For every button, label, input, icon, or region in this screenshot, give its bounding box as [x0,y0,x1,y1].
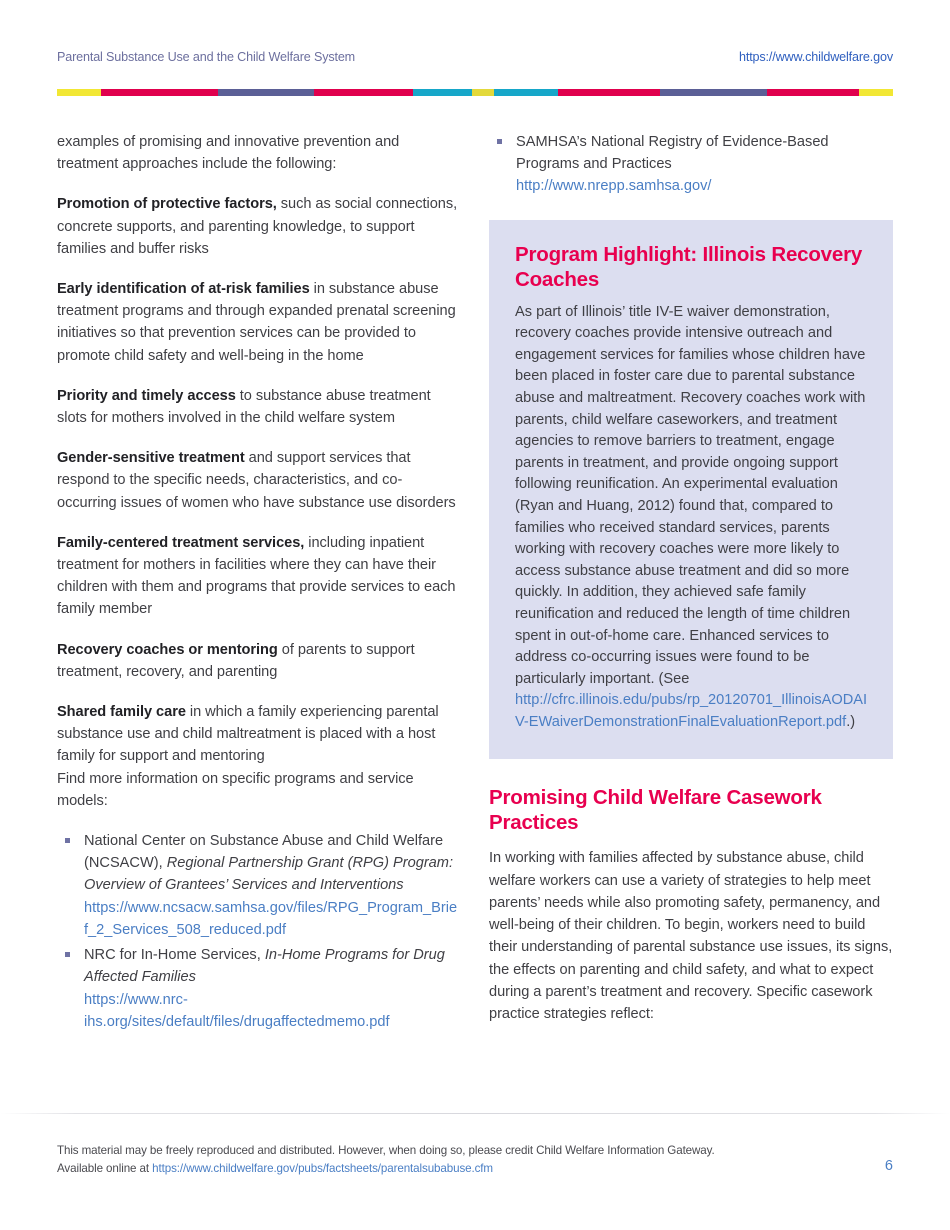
color-bar-segment [859,89,892,96]
approach-lead-in: Early identification of at-risk families [57,281,310,298]
color-bar-segment [101,89,218,96]
approach-lead-in: Gender-sensitive treatment [57,450,245,467]
footer-link[interactable]: https://www.childwelfare.gov/pubs/factsheets/parentalsubabuse.cfm [152,1162,493,1175]
approach-lead-in: Recovery coaches or mentoring [57,641,278,658]
left-column [57,131,461,1037]
running-head-title: Parental Substance Use and the Child Welfare System [57,50,356,64]
approach-paragraph [57,532,461,621]
footer-line-2-prefix: Available online at [57,1162,153,1175]
resource-title-italic: Regional Partnership Grant (RPG) Program: Overview of Grantees’ Services and Interventions [84,855,454,894]
resource-text: National Center on Substance Abuse and Child Welfare (NCSACW), [84,833,444,872]
highlight-body-link[interactable]: http://cfrc.illinois.edu/pubs/rp_20120701_IllinoisAODAIV-EWaiverDemonstrationFinalEvaluationReport.pdf [515,692,868,730]
resource-list-item [57,830,461,941]
resource-list-item [489,131,893,198]
color-bar-segment [767,89,860,96]
running-head [57,50,893,64]
section-heading-promising-practices: Promising Child Welfare Casework Practices [489,786,822,835]
approach-body: and support services that respond to the specific needs, characteristics, and co-occurring issues of women who have substance use disorders [57,450,456,511]
page-footer [57,1142,893,1178]
color-bar-segment [494,89,558,96]
program-highlight-title: Program Highlight: Illinois Recovery Coaches [515,242,863,291]
resource-link[interactable]: https://www.nrc-ihs.org/sites/default/files/drugaffectedmemo.pdf [84,991,390,1030]
resource-text: SAMHSA’s National Registry of Evidence-Based Programs and Practices [516,134,829,173]
bullet-square-icon [65,952,70,957]
color-bar-segment [660,89,767,96]
decorative-color-bar [57,89,893,96]
footer-credit [57,1142,715,1178]
color-bar-segment [57,89,101,96]
footer-line-2 [57,1160,715,1178]
approach-paragraph [57,639,461,683]
color-bar-segment [218,89,313,96]
right-column [489,131,893,1025]
approach-body: of parents to support treatment, recovery, and parenting [57,641,415,680]
find-more-paragraph: Find more information on specific programs and service models: [57,770,414,809]
approach-lead-in: Family-centered treatment services, [57,534,305,551]
approach-paragraph [57,701,461,768]
approach-body: such as social connections, concrete supports, and parenting knowledge, to support families and buffer risks [57,196,458,257]
running-head-url[interactable]: https://www.childwelfare.gov [739,50,893,64]
bullet-square-icon [497,139,502,144]
color-bar-segment [472,89,495,96]
right-resource-list [489,131,893,198]
color-bar-segment [314,89,413,96]
approach-paragraph [57,447,461,514]
footer-line-1: This material may be freely reproduced and distributed. However, when doing so, please credit Child Welfare Information Gateway. [57,1144,715,1157]
color-bar-segment [413,89,472,96]
left-resource-list [57,830,461,1033]
bullet-square-icon [65,838,70,843]
page-number: 6 [884,1158,893,1174]
body-columns [57,131,893,1091]
intro-paragraph: examples of promising and innovative prevention and treatment approaches include the following: [57,134,400,173]
approach-paragraph [57,193,461,260]
approach-body: to substance abuse treatment slots for mothers involved in the child welfare system [57,387,431,427]
program-highlight-body [515,302,869,734]
resource-list-item [57,944,461,1033]
footer-divider [0,1113,950,1114]
resource-link[interactable]: https://www.ncsacw.samhsa.gov/files/RPG_Program_Brief_2_Services_508_reduced.pdf [84,899,458,938]
resource-title-italic: In-Home Programs for Drug Affected Families [84,947,445,986]
approach-body: in which a family experiencing parental substance use and child maltreatment is placed with a host family for support and mentoring [57,704,439,765]
approach-lead-in: Promotion of protective factors, [57,196,277,213]
highlight-body-after: .) [846,713,856,730]
approach-body: in substance abuse treatment programs and through expanded prenatal screening initiatives so that prevention services can be provided to promote child safety and well-being in the home [57,281,456,364]
approach-paragraph [57,385,461,429]
approach-body: including inpatient treatment for mothers in facilities where they can have their children with them and programs that provide services to each family member [57,534,456,618]
approach-lead-in: Shared family care [57,704,186,721]
resource-link[interactable]: http://www.nrepp.samhsa.gov/ [516,178,712,195]
highlight-body-before: As part of Illinois’ title IV-E waiver demonstration, recovery coaches provide intensive outreach and engagement services for families whose children have been placed in foster care due to parental substance abuse and maltreatment. Recovery coaches work with parents, child welfare caseworkers, and treatment agencies to remove barriers to treatment, engage parents in treatment, and provide ongoing support following reunification. An experimental evaluation (Ryan and Huang, 2012) found that, compared to families who received standard services, parents working with recovery coaches were more likely to access substance abuse treatment and did so more quickly. In addition, they achieved safe family reunification and reduced the length of time children spent in out-of-home care. Enhanced services to address co-occurring issues were found to be particularly important. (See [515,303,866,687]
color-bar-segment [558,89,660,96]
approaches-list [57,193,461,767]
resource-text: NRC for In-Home Services, [84,947,265,964]
approach-lead-in: Priority and timely access [57,387,236,404]
program-highlight-box [489,220,893,760]
approach-paragraph [57,278,461,367]
section-body-paragraph: In working with families affected by substance abuse, child welfare workers can use a variety of strategies to help meet parents’ needs while also promoting safety, permanency, and well-being of their children. To begin, workers need to build their understanding of parental substance use issues, its signs, the effects on parenting and child safety, and what to expect during a parent’s treatment and recovery. Specific casework practice strategies reflect: [489,850,893,1022]
